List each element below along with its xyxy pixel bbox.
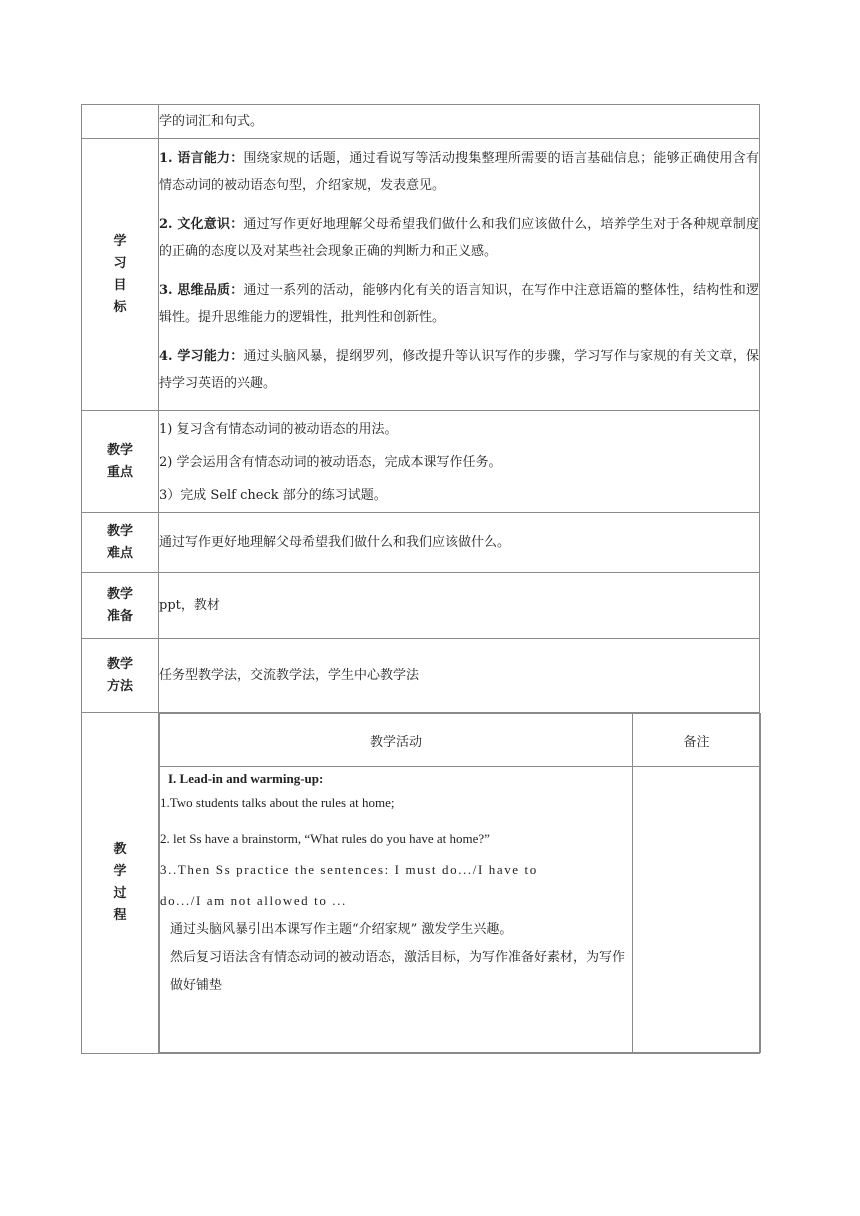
difficulties-row xyxy=(82,513,760,573)
goals-label-char: 习 xyxy=(113,255,127,271)
process-label-char: 教 xyxy=(113,842,127,857)
label-line: 准备 xyxy=(106,608,133,624)
activity-line: 3..Then Ss practice the sentences: I must do.../I have to xyxy=(160,862,538,877)
goals-label-char: 标 xyxy=(113,299,127,315)
activity-line: do.../I am not allowed to ... xyxy=(160,893,347,908)
label-line: 教学 xyxy=(106,656,133,672)
difficulties-label xyxy=(82,513,159,573)
key-points-content xyxy=(159,411,760,513)
methods-row xyxy=(82,639,760,713)
continued-row xyxy=(82,105,760,139)
goal-language xyxy=(159,145,759,199)
label-line: 教学 xyxy=(106,586,133,602)
notes-column-header: 备注 xyxy=(633,714,761,767)
activity-cell xyxy=(160,767,633,1053)
methods-label xyxy=(82,639,159,713)
notes-cell xyxy=(633,767,761,1053)
goals-row xyxy=(82,139,760,411)
key-point-item: 1) 复习含有情态动词的被动语态的用法。 xyxy=(159,422,398,437)
preparation-row xyxy=(82,573,760,639)
goal-culture xyxy=(159,211,759,265)
key-points-label xyxy=(82,411,159,513)
activity-cn-line: 通过头脑风暴引出本课写作主题“介绍家规” 激发学生兴趣。 xyxy=(170,922,513,937)
activity-cn-line: 然后复习语法含有情态动词的被动语态，激活目标，为写作准备好素材，为写作做好铺垫 xyxy=(170,950,626,993)
difficulties-text: 通过写作更好地理解父母希望我们做什么和我们应该做什么。 xyxy=(159,513,760,573)
key-points-row xyxy=(82,411,760,513)
goals-label-char: 学 xyxy=(113,233,127,249)
goals-label xyxy=(82,139,159,411)
activity-line: 1.Two students talks about the rules at home; xyxy=(160,795,395,810)
continued-text: 学的词汇和句式。 xyxy=(159,105,760,139)
activity-column-header: 教学活动 xyxy=(160,714,633,767)
label-line: 教学 xyxy=(106,523,133,539)
process-label-char: 过 xyxy=(113,886,127,901)
process-label-char: 学 xyxy=(113,864,127,879)
process-content xyxy=(159,713,760,1054)
process-row xyxy=(82,713,760,1054)
goal-title: 4. 学习能力： xyxy=(159,349,244,364)
process-body-row xyxy=(160,767,761,1053)
goal-text: 通过写作更好地理解父母希望我们做什么和我们应该做什么，培养学生对于各种规章制度的正确的态度以及对某些社会现象正确的判断力和正义感。 xyxy=(159,217,759,259)
process-header-row xyxy=(160,714,761,767)
goal-text: 围绕家规的话题，通过看说写等活动搜集整理所需要的语言基础信息；能够正确使用含有情态动词的被动语态句型，介绍家规，发表意见。 xyxy=(159,151,759,193)
lesson-plan-table xyxy=(81,104,760,1054)
methods-text: 任务型教学法，交流教学法，学生中心教学法 xyxy=(159,639,760,713)
goal-thinking xyxy=(159,277,759,331)
label-line: 难点 xyxy=(106,545,133,561)
label-line: 重点 xyxy=(106,464,133,480)
process-inner-table xyxy=(159,713,761,1053)
preparation-text: ppt，教材 xyxy=(159,573,760,639)
goal-title: 1. 语言能力： xyxy=(159,151,244,166)
activity-line: 2. let Ss have a brainstorm, “What rules do you have at home?” xyxy=(160,831,490,846)
key-point-item: 2) 学会运用含有情态动词的被动语态，完成本课写作任务。 xyxy=(159,455,502,470)
goal-text: 通过一系列的活动，能够内化有关的语言知识，在写作中注意语篇的整体性，结构性和逻辑性。提升思维能力的逻辑性，批判性和创新性。 xyxy=(159,283,759,325)
goal-learning xyxy=(159,343,759,397)
section-title: I. Lead-in and warming-up: xyxy=(168,771,324,786)
goal-title: 3. 思维品质： xyxy=(159,283,244,298)
process-label xyxy=(82,713,159,1054)
goal-title: 2. 文化意识： xyxy=(159,217,244,232)
goals-label-char: 目 xyxy=(113,277,127,293)
continued-label-cell xyxy=(82,105,159,139)
goals-content xyxy=(159,139,760,411)
goal-text: 通过头脑风暴，提纲罗列，修改提升等认识写作的步骤，学习写作与家规的有关文章，保持学习英语的兴趣。 xyxy=(159,349,759,391)
process-label-char: 程 xyxy=(113,908,127,923)
label-line: 方法 xyxy=(106,678,133,694)
preparation-label xyxy=(82,573,159,639)
key-point-item: 3）完成 Self check 部分的练习试题。 xyxy=(159,488,387,503)
label-line: 教学 xyxy=(106,442,133,458)
